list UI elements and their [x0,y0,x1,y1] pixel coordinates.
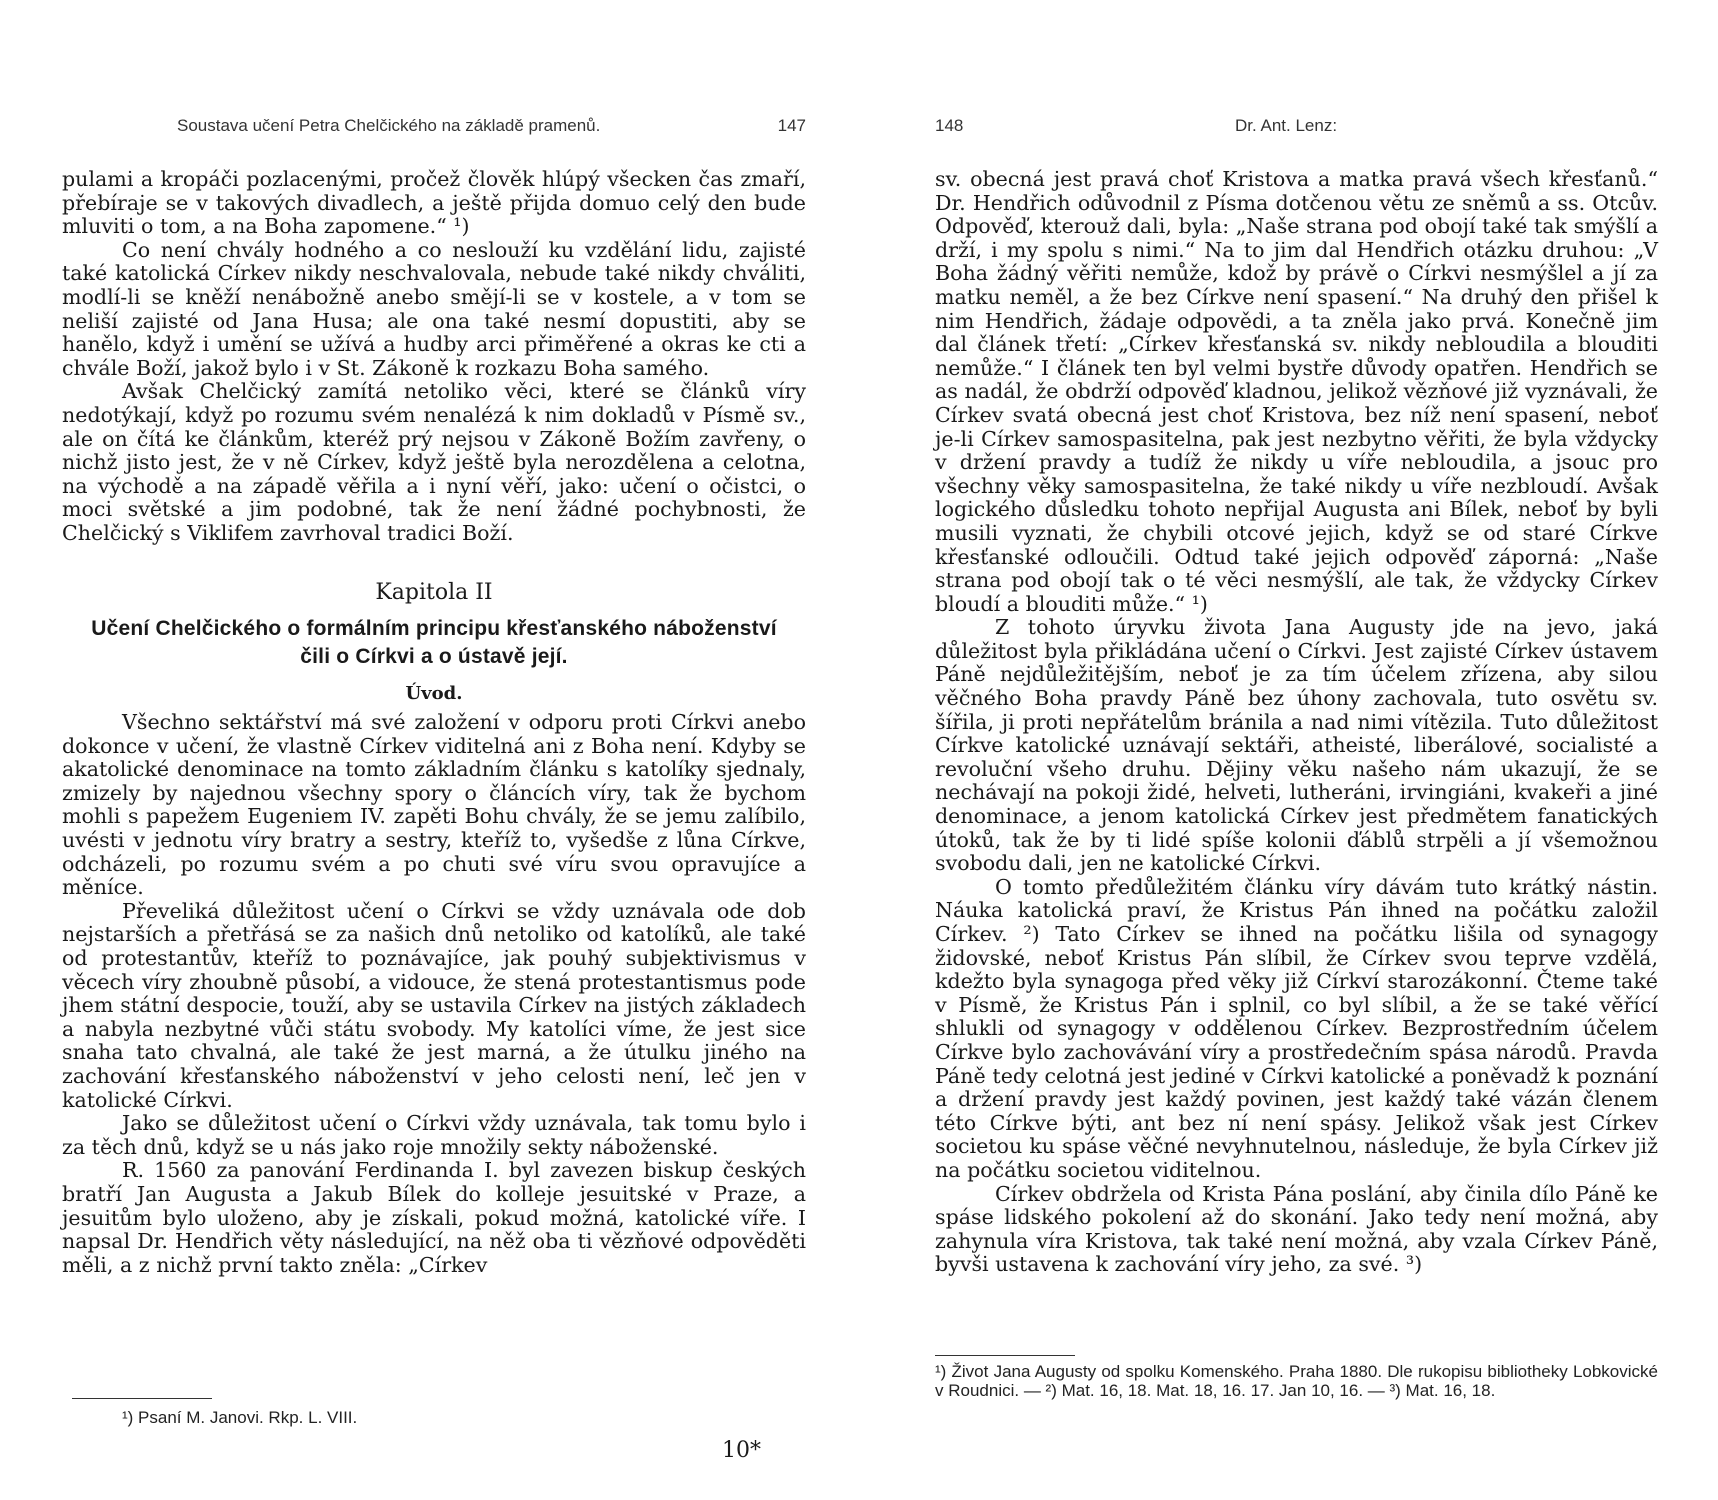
paragraph: pulami a kropáči pozlacenými, pročež člověk hlúpý všecken čas zmaří, přebíraje se v takových divadlech, a ještě přijda domuo celý den bude mluviti o tom, a na Boha zapomene.“ ¹) [62,167,806,239]
right-page [935,0,1658,1500]
paragraph: Avšak Chelčický zamítá netoliko věci, které se článků víry nedotýkají, když po rozumu svém nenalézá k nim dokladů v Písmě sv., ale on čítá ke článkům, kteréž prý nejsou v Zákoně Božím zavřeny, o nichž jisto jest, že v ně Církev, když ještě byla nerozdělena a celotna, na východě a na západě věřila a i nyní věří, jako: učení o očistci, o moci světské a jim podobné, tak že není žádné pochybnosti, že Chelčický s Viklifem zavrhoval tradici Boží. [62,379,806,545]
left-running-head-title: Soustava učení Petra Chelčického na základě pramenů. [177,116,601,135]
chapter-label: Kapitola II [375,579,493,605]
paragraph: R. 1560 za panování Ferdinanda I. byl zavezen biskup českých bratří Jan Augusta a Jakub Bílek do kolleje jesuitské v Praze, a jesuitům bylo uloženo, aby je získali, pokud možná, katolické víře. I napsal Dr. Hendřich věty následující, na něž oba ti vězňové odpověděti měli, a z nichž první takto zněla: „Církev [62,1158,806,1277]
right-page-number: 148 [935,116,964,135]
signature-mark: 10* [722,1438,761,1463]
paragraph: Církev obdržela od Krista Pána poslání, aby činila dílo Páně ke spáse lidského pokolení až do skonání. Jako tedy není možná, aby zahynula víra Kristova, tak také není možná, aby vzala Církev Páně, byvši ustavena k zachování víry jeho, za své. ³) [935,1181,1658,1277]
section-heading: Úvod. [405,682,463,704]
paragraph: sv. obecná jest pravá choť Kristova a matka pravá všech křesťanů.“ Dr. Hendřich odůvodnil z Písma dotčenou větu ze sněmů a ss. Otcův. Odpověď, kterouž dali, byla: „Naše strana pod obojí také tak smýšlí a drží, i my spolu s nimi.“ Na to jim dal Hendřich otázku druhou: „V Boha žádný věřiti nemůže, kdož by právě o Církvi nesmýšlel a jí za matku neměl, a že bez Církve není spasení.“ Na druhý den přišel k nim Hendřich, žádaje odpovědi, a ta zněla jako prvá. Konečně jim dal článek třetí: „Církev křesťanská sv. nikdy nebloudila a blouditi nemůže.“ I článek ten byl velmi bystře důvody opatřen. Hendřich se as nadál, že obdrží odpověď kladnou, jelikož vězňové již vyznávali, že Církev svatá obecná jest choť Kristova, bez níž není spasení, neboť je-li Církev samospasitelna, pak jest nezbytno věřiti, že byla vždycky v držení pravdy a tudíž že nikdy u víře nebloudila, a jsouc pro všechny věky samospasitelna, že také nikdy u víře nezbloudí. Avšak logického důsledku tohoto nepřijal Augusta ani Bílek, neboť by byli musili vyznati, že chybili otcové jejich, když se od staré Církve křesťanské odloučili. Odtud také jejich odpověď záporná: „Naše strana pod obojí tak o té věci nesmýšlí, ale tak, že vždycky Církev bloudí a blouditi může.“ ¹) [935,167,1658,616]
right-running-head-title: Dr. Ant. Lenz: [1235,116,1338,135]
right-footnotes: ¹) Život Jana Augusty od spolku Komenského. Praha 1880. Dle rukopisu bibliotheky Lobkovické v Roudnici. — ²) Mat. 16, 18. Mat. 18, 16. 17. Jan 10, 16. — ³) Mat. 16, 18. [935,1362,1658,1400]
chapter-title-line-2: čili o Církvi a o ústavě její. [300,644,568,668]
left-footnote: ¹) Psaní M. Janovi. Rkp. L. VIII. [122,1408,358,1427]
paragraph: Z tohoto úryvku života Jana Augusty jde na jevo, jaká důležitost byla přikládána učení o Církvi. Jest zajisté Církev ústavem Páně nejdůležitějším, neboť je za tím účelem zřízena, aby silou věčného Boha pravdy Páně bez úhony zachovala, tuto osvětu sv. šířila, ji proti nepřátelům bránila a nad nimi vítězila. Tuto důležitost Církve katolické uznávají sektáři, atheisté, liberálové, socialisté a revoluční všeho druhu. Dějiny věku našeho nám ukazují, že se nechávají na pokoji židé, helveti, lutheráni, irvingiáni, kvakeři a jiné denominace, a jenom katolická Církev jest předmětem fanatických útoků, tak že by ti lidé spíše kolonii ďáblů strpěli a jí všemožnou svobodu dali, jen ne katolické Církvi. [935,615,1658,876]
footnote-rule [72,1398,212,1399]
left-page-number: 147 [777,116,806,135]
paragraph: Převeliká důležitost učení o Církvi se vždy uznávala ode dob nejstarších a přetřásá se za našich dnů netoliko od katolíků, ale také od protestantův, kteříž to poznávajíce, jak pouhý subjektivismus v věcech víry zhoubně působí, a vidouce, že stená protestantismus pode jhem státní despocie, touží, aby se ustavila Církev na jistých základech a nabyla nezbytné vůči státu svobody. My katolíci víme, že jest sice snaha tato chvalná, ale také že jest marná, a že útulku jiného na zachování křesťanského náboženství v jeho celosti není, leč jen v katolické Církvi. [62,898,806,1112]
right-body-text [935,168,1658,1277]
footnote-rule [935,1355,1075,1356]
chapter-title-line-1: Učení Chelčického o formálním principu křesťanského náboženství [91,616,777,640]
paragraph: Co není chvály hodného a co neslouží ku vzdělání lidu, zajisté také katolická Církev nikdy neschvalovala, nebude také nikdy chváliti, modlí-li se kněží nenábožně anebo smějí-li se v kostele, a v tom se neliší zajisté od Jana Husa; ale ona také nesmí dopustiti, aby se hanělo, když i umění se užívá a hudby arci přiměřené a okras ke cti a chvále Boží, jakož bylo i v St. Zákoně k rozkazu Boha samého. [62,237,806,380]
paragraph: O tomto předůležitém článku víry dávám tuto krátký nástin. Náuka katolická praví, že Kristus Pán ihned na počátku založil Církev. ²) Tato Církev se ihned na počátku lišila od synagogy židovské, neboť Kristus Pán slíbil, že Církev svou teprve vzdělá, kdežto byla synagoga před věky již Církví starozákonní. Čteme také v Písmě, že Kristus Pán i splnil, co byl slíbil, a že se také věřící shlukli od synagogy v oddělenou Církev. Bezprostředním účelem Církve bylo zachovávání víry a prostředečním spása národů. Pravda Páně tedy celotná jest jediné v Církvi katolické a poněvadž k poznání a držení pravdy jest každý povinen, jest každý také vázán členem této Církve býti, ant bez ní není spásy. Jelikož však jest Církev societou ku spáse věčné nevyhnutelnou, následuje, že byla Církev již na počátku societou viditelnou. [935,874,1658,1182]
left-page [62,0,806,1500]
paragraph: Všechno sektářství má své založení v odporu proti Církvi anebo dokonce v učení, že vlastně Církev viditelná ani z Boha není. Kdyby se akatolické denominace na tomto základním článku s katolíky sjednaly, zmizely by najednou všechny spory o článcích víry, tak že bychom mohli s papežem Eugeniem IV. zapěti Bohu chvály, že se jemu zalíbilo, uvésti v jednotu víry bratry a sestry, kteříž to, vyšedše z lůna Církve, odcházeli, po rozumu svém a po chuti své víru svou opravujíce a měníce. [62,710,806,900]
paragraph: Jako se důležitost učení o Církvi vždy uznávala, tak tomu bylo i za těch dnů, když se u nás jako roje množily sekty náboženské. [62,1111,806,1159]
left-body-text [62,168,806,1277]
